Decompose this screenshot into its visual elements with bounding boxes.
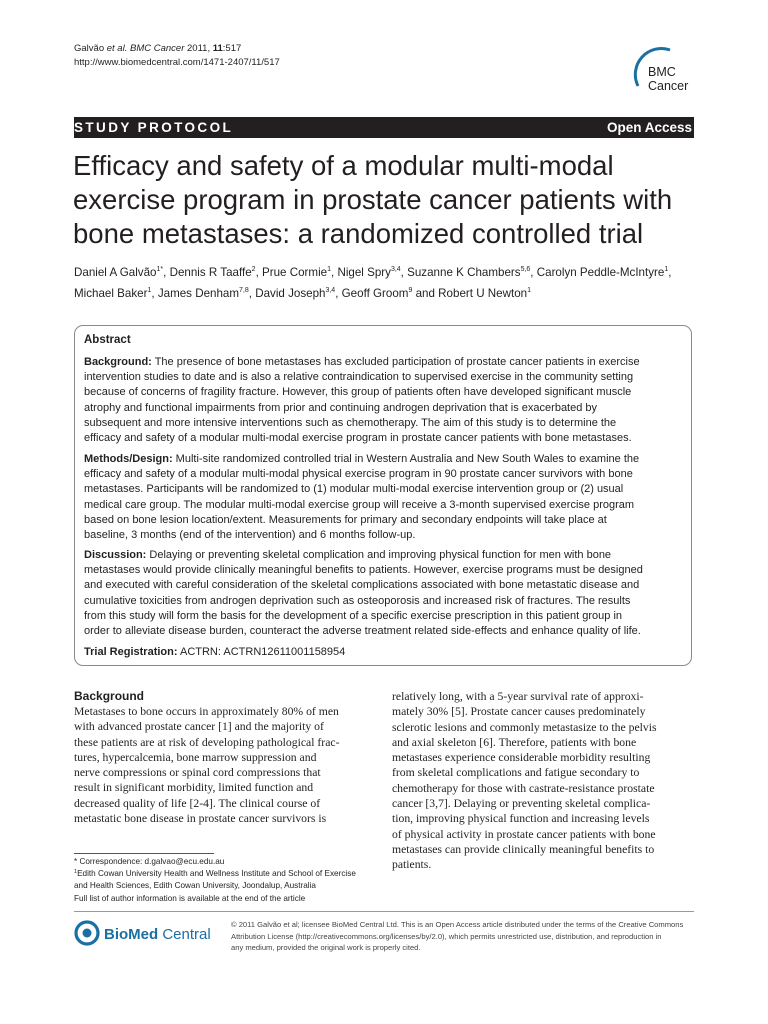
body-line: decreased quality of life [2-4]. The clinical course of — [74, 796, 321, 810]
abstract-line: subsequent and more intensive interventions such as chemotherapy. The aim of this study is to determine the — [84, 416, 617, 429]
body-line: sclerotic lesions and commonly metastasize to the pelvis — [392, 720, 657, 734]
body-line: relatively long, with a 5-year survival rate of approxi- — [392, 690, 644, 703]
author-line — [74, 283, 704, 304]
copyright-line: © 2011 Galvão et al; licensee BioMed Central Ltd. This is an Open Access article distributed under the terms of the Creative Commons — [231, 920, 684, 929]
body-line: Metastases to bone occurs in approximately 80% of men — [74, 705, 339, 718]
author-separator: , — [151, 287, 158, 300]
abstract-line: efficacy and safety of a modular multi-modal exercise program in prostate cancer patients with bone metastases. — [84, 432, 632, 445]
citation-journal: BMC Cancer — [130, 43, 185, 54]
author-name[interactable]: Daniel A Galvão — [74, 266, 157, 279]
title-line: exercise program in prostate cancer patients with — [73, 184, 673, 215]
abstract-line: metastases. Participants will be randomized to (1) modular multi-modal exercise intervention group or (2) usual — [84, 483, 624, 496]
abstract-methods — [84, 452, 686, 543]
abstract-line: based on bone lesion location/extent. Measurements for primary and secondary endpoints will take place at — [84, 513, 607, 526]
logo-cancer-text: Cancer — [648, 79, 689, 93]
author-name[interactable]: Robert U Newton — [438, 287, 528, 300]
abstract-line — [84, 548, 686, 563]
abstract-line: medical care group. The modular multi-modal exercise group will receive a 3-month supervised exercise program — [84, 498, 635, 511]
logo-text-central: Central — [158, 926, 211, 943]
correspondence-note[interactable]: * Correspondence: d.galvao@ecu.edu.au — [74, 857, 225, 866]
author-separator: , — [331, 266, 338, 279]
footnotes — [74, 856, 384, 905]
author-affil: 1* — [156, 266, 164, 273]
abstract-background — [84, 355, 686, 446]
author-affil: 3,4 — [325, 287, 336, 294]
author-info-note: Full list of author information is available at the end of the article — [74, 893, 306, 903]
body-line: metastatic bone disease in prostate cancer survivors is — [74, 812, 327, 826]
trial-label: Trial Registration: — [84, 646, 178, 658]
author-affil: 1 — [664, 266, 669, 273]
author-affil: 1 — [527, 287, 532, 294]
abstract-heading: Abstract — [84, 334, 131, 346]
body-line: tion, improving physical function and increasing levels — [392, 812, 650, 826]
logo-text — [104, 926, 211, 943]
article-type-banner — [74, 117, 694, 138]
copyright-line: any medium, provided the original work is properly cited. — [231, 943, 421, 952]
author-separator: , — [400, 266, 408, 279]
citation-pages: :517 — [222, 43, 242, 54]
footnote-divider — [74, 853, 214, 854]
author-separator: , — [255, 266, 263, 279]
abstract-line: intervention studies to date and is also a relative contraindication to supervised exercise in the community setting — [84, 371, 634, 384]
author-separator: , — [530, 266, 537, 279]
abstract-line: efficacy and safety of a modular multi-modal physical exercise program in 90 prostate cancer survivors with bone — [84, 468, 633, 481]
abstract-line: order to alleviate disease burden, counteract the adverse treatment related side-effects and enhance quality of life. — [84, 625, 641, 638]
body-line: and axial skeleton [6]. Therefore, patients with bone — [392, 735, 637, 749]
body-line: mately 30% [5]. Prostate cancer causes predominately — [392, 705, 646, 719]
abstract-text: Multi-site randomized controlled trial in Western Australia and New South Wales to examine the — [172, 453, 640, 465]
article-url[interactable]: http://www.biomedcentral.com/1471-2407/11/517 — [74, 57, 280, 68]
author-name[interactable]: James Denham — [157, 287, 240, 300]
abstract-line: because of concerns of fragility fracture. However, this group of patients often have developed significant muscle — [84, 386, 632, 399]
body-line: chemotherapy for those with castrate-resistance prostate — [392, 781, 655, 795]
open-access-label: Open Access — [606, 120, 692, 135]
author-name[interactable]: Nigel Spry — [337, 266, 391, 279]
author-name[interactable]: Michael Baker — [74, 287, 148, 300]
abstract-line: metastases would provide clinically meaningful benefits to patients. However, exercise programs must be designed — [84, 564, 643, 577]
background-label: Background: — [84, 356, 152, 368]
author-name[interactable]: Dennis R Taaffe — [169, 266, 252, 279]
citation-volume: 11 — [212, 43, 223, 54]
affiliation-note-cont: and Health Sciences, Edith Cowan University, Joondalup, Australia — [74, 881, 316, 891]
author-list — [74, 262, 704, 304]
author-name[interactable]: Geoff Groom — [341, 287, 409, 300]
logo-dot — [83, 929, 92, 938]
citation-etal: et al. — [106, 43, 128, 54]
author-separator: , — [335, 287, 342, 300]
author-separator: and — [412, 287, 439, 300]
body-line: metastases can provide clinically meaningful benefits to — [392, 842, 655, 856]
citation-line — [74, 42, 280, 56]
body-line: cancer [3,7]. Delaying or preventing skeletal complica- — [392, 797, 651, 811]
body-line: of physical activity in prostate cancer patients with bone — [392, 827, 656, 841]
author-affil: 2 — [251, 266, 256, 273]
body-line: from skeletal complications and fatigue secondary to — [392, 766, 640, 780]
bmc-cancer-logo — [632, 46, 694, 102]
body-column-right — [392, 689, 694, 873]
affiliation-note — [74, 868, 384, 880]
abstract-line: and executed with careful consideration of the skeletal complications associated with bone metastatic disease and — [84, 579, 640, 592]
body-line: with advanced prostate cancer [1] and the majority of — [74, 720, 324, 734]
abstract-text: The presence of bone metastases has excluded participation of prostate cancer patients in exercise — [151, 356, 640, 368]
logo-text-bio: BioMed — [104, 926, 159, 943]
author-separator: , — [163, 266, 170, 279]
author-separator: , — [248, 287, 256, 300]
author-name[interactable]: Carolyn Peddle-McIntyre — [536, 266, 665, 279]
author-separator: , — [668, 266, 672, 279]
body-line: result in significant morbidity, limited function and — [74, 781, 314, 795]
affiliation-sup: 1 — [74, 869, 78, 876]
author-affil: 1 — [147, 287, 152, 294]
methods-label: Methods/Design: — [84, 453, 173, 465]
author-name[interactable]: David Joseph — [255, 287, 326, 300]
citation-header — [74, 42, 280, 70]
abstract-line — [84, 355, 686, 370]
copyright-line: Attribution License (http://creativecommons.org/licenses/by/2.0), which permits unrestricted use, distribution, and reproduction in — [231, 931, 662, 941]
article-title — [73, 149, 713, 251]
body-column-left — [74, 704, 376, 826]
abstract-text: Delaying or preventing skeletal complication and improving physical function for men with bone — [146, 549, 612, 561]
body-line: patients. — [392, 858, 432, 872]
discussion-label: Discussion: — [84, 549, 147, 561]
citation-year: 2011, — [187, 43, 211, 54]
body-line: tures, hypercalcemia, bone marrow suppression and — [74, 750, 317, 764]
title-line: bone metastases: a randomized controlled trial — [73, 218, 644, 249]
author-affil: 1 — [327, 266, 331, 273]
author-name[interactable]: Suzanne K Chambers — [407, 266, 521, 279]
abstract-line — [84, 452, 686, 467]
author-affil: 7,8 — [239, 287, 249, 294]
citation-authors: Galvão — [74, 43, 105, 54]
author-line — [74, 262, 704, 283]
body-line: nerve compressions or spinal cord compressions that — [74, 766, 321, 780]
author-affil: 9 — [408, 287, 413, 294]
abstract-discussion — [84, 548, 686, 639]
body-line: these patients are at risk of developing pathological frac- — [74, 735, 340, 749]
body-line: metastases experience considerable morbidity resulting — [392, 751, 651, 765]
title-line: Efficacy and safety of a modular multi-modal — [73, 150, 614, 181]
abstract-line — [84, 645, 686, 660]
abstract-box — [74, 325, 692, 666]
author-affil: 3,4 — [390, 266, 401, 273]
author-name[interactable]: Prue Cormie — [262, 266, 328, 279]
background-heading: Background — [74, 689, 145, 703]
abstract-line: atrophy and functional impairments from prior and continuing androgen deprivation that is exacerbated by — [84, 401, 598, 414]
abstract-line: cumulative toxicities from androgen deprivation such as osteoporosis and increased risk of fractures. The results — [84, 594, 631, 607]
biomed-central-logo — [74, 918, 220, 948]
logo-bmc-text: BMC — [648, 65, 676, 79]
trial-number: ACTRN: ACTRN12611001158954 — [177, 646, 346, 658]
copyright-notice — [231, 919, 701, 954]
abstract-line: from this study will form the basis for the development of a specific exercise prescription in this patient group in — [84, 609, 623, 622]
study-protocol-label: STUDY PROTOCOL — [74, 120, 234, 135]
author-affil: 5,6 — [520, 266, 531, 273]
abstract-line: baseline, 3 months (end of the intervention) and 6 months follow-up. — [84, 529, 416, 542]
footer-divider — [74, 911, 694, 912]
abstract-trial-registration — [84, 645, 686, 660]
affiliation-text: Edith Cowan University Health and Wellness Institute and School of Exercise — [77, 869, 356, 879]
